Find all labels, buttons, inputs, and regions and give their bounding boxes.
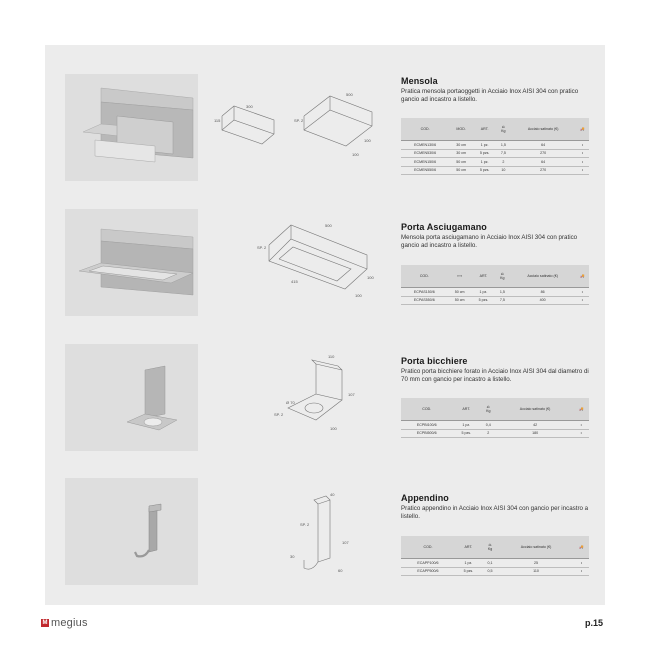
weight-icon: ⚖ — [488, 543, 492, 547]
brand-logo — [41, 617, 88, 629]
col-header: ⚖ Kg — [496, 118, 510, 141]
dim-mensola-4: 100 — [364, 138, 371, 143]
dim-mensola-6: 500 — [346, 92, 353, 97]
table-row: ECMEN130/6 30 cm 1 pz. 1,5 64 • — [401, 141, 589, 150]
col-header: Acciaio satinato (€) — [497, 398, 574, 421]
col-header: Acciaio satinato (€) — [509, 265, 575, 288]
dim-mensola-5: 100 — [352, 152, 359, 157]
table-row: ECMEN150/6 50 cm 1 pz. 2 64 • — [401, 158, 589, 167]
dim-asciugamano-3: 415 — [291, 279, 298, 284]
truck-icon: 🚚 — [576, 118, 589, 141]
mensola-table — [401, 118, 589, 175]
table-row: ECMEN550/6 50 cm 5 pzs. 10 270 • — [401, 166, 589, 175]
weight-icon: ⚖ — [500, 272, 504, 276]
bicchiere-photo — [65, 344, 198, 451]
col-header: ⚖ Kg — [495, 265, 509, 288]
product-appendino — [401, 493, 591, 520]
weight-icon: ⚖ — [501, 125, 505, 129]
width-arrows-icon: ⟺ — [448, 265, 472, 288]
product-description: Pratica mensola portaoggetti in Acciaio Inox AISI 304 con pratico gancio ad incastro a listello. — [401, 88, 579, 103]
truck-icon: 🚚 — [574, 536, 589, 559]
dim-mensola-1: 300 — [246, 104, 253, 109]
appendino-table — [401, 536, 589, 576]
dim-bicchiere-4: 107 — [348, 392, 355, 397]
product-title: Mensola — [401, 76, 438, 86]
mensola-photo — [65, 74, 198, 181]
product-description: Mensola porta asciugamano in Acciaio Inox AISI 304 con pratico gancio ad incastro a listello. — [401, 234, 578, 249]
col-header: COD. — [401, 398, 453, 421]
product-title: Porta Asciugamano — [401, 222, 487, 232]
appendino-drawing — [282, 488, 362, 578]
col-header: ART. — [473, 118, 496, 141]
col-header: Acciaio satinato (€) — [498, 536, 574, 559]
col-header: ART. — [472, 265, 496, 288]
product-title: Appendino — [401, 493, 449, 503]
col-header: ART. — [455, 536, 482, 559]
dim-asciugamano-1: 500 — [325, 223, 332, 228]
asciugamano-drawing — [255, 205, 385, 305]
dim-mensola-3: SP. 2 — [294, 118, 304, 123]
dim-appendino-1: 40 — [330, 492, 335, 497]
mensola-drawing — [212, 86, 387, 171]
col-header: Acciaio satinato (€) — [510, 118, 576, 141]
dim-asciugamano-4: 100 — [367, 275, 374, 280]
weight-icon: ⚖ — [486, 405, 490, 409]
dim-bicchiere-2: Ø 70 — [286, 400, 295, 405]
dim-bicchiere-5: 100 — [330, 426, 337, 431]
appendino-photo — [65, 478, 198, 585]
brand-name: megius — [51, 617, 88, 629]
dim-mensola-2: 115 — [214, 118, 221, 123]
product-description: Pratico porta bicchiere forato in Acciaio Inox AISI 304 dal diametro di 70 mm con gancio per incastro a listello. — [401, 368, 589, 383]
product-title: Porta bicchiere — [401, 356, 468, 366]
product-porta-bicchiere — [401, 356, 591, 383]
table-row: ECPBI100/6 1 pz. 0,4 42 • — [401, 421, 589, 430]
dim-appendino-5: 60 — [338, 568, 343, 573]
col-header: COD. — [401, 536, 455, 559]
col-header: ART. — [453, 398, 480, 421]
truck-icon: 🚚 — [576, 265, 589, 288]
bicchiere-table — [401, 398, 589, 438]
col-header: MOD. — [449, 118, 473, 141]
asciugamano-table — [401, 265, 589, 305]
table-row: ECPAS550/6 50 cm 5 pzs. 7,5 400 • — [401, 296, 589, 305]
dim-appendino-2: SP. 2 — [300, 522, 310, 527]
brand-mark-icon: M — [42, 620, 48, 626]
table-row: ECPBI500/6 5 pzs. 2 180 • — [401, 429, 589, 438]
col-header: COD. — [401, 118, 449, 141]
product-description: Pratico appendino in Acciaio Inox AISI 304 con gancio per incastro a listello. — [401, 505, 589, 520]
dim-asciugamano-2: SP. 2 — [257, 245, 267, 250]
table-row: ECAPP500/6 5 pzs. 0,5 110 • — [401, 567, 589, 576]
col-header: COD. — [401, 265, 448, 288]
table-row: ECAPP100/6 1 pz. 0,1 25 • — [401, 559, 589, 568]
dim-asciugamano-5: 100 — [355, 293, 362, 298]
bicchiere-drawing — [272, 350, 362, 440]
truck-icon: 🚚 — [574, 398, 589, 421]
dim-appendino-4: 30 — [290, 554, 295, 559]
asciugamano-photo — [65, 209, 198, 316]
table-row: ECPAS150/6 50 cm 1 pz. 1,5 86 • — [401, 288, 589, 297]
dim-bicchiere-1: 110 — [328, 354, 335, 359]
page-number: p.15 — [585, 618, 604, 628]
product-mensola — [401, 76, 591, 103]
product-porta-asciugamano — [401, 222, 591, 249]
col-header: ⚖ Kg — [480, 398, 497, 421]
col-header: ⚖ Kg — [482, 536, 498, 559]
dim-bicchiere-3: SP. 2 — [274, 412, 284, 417]
dim-appendino-3: 107 — [342, 540, 349, 545]
table-row: ECMEN530/6 30 cm 5 pzs. 7,5 270 • — [401, 149, 589, 158]
